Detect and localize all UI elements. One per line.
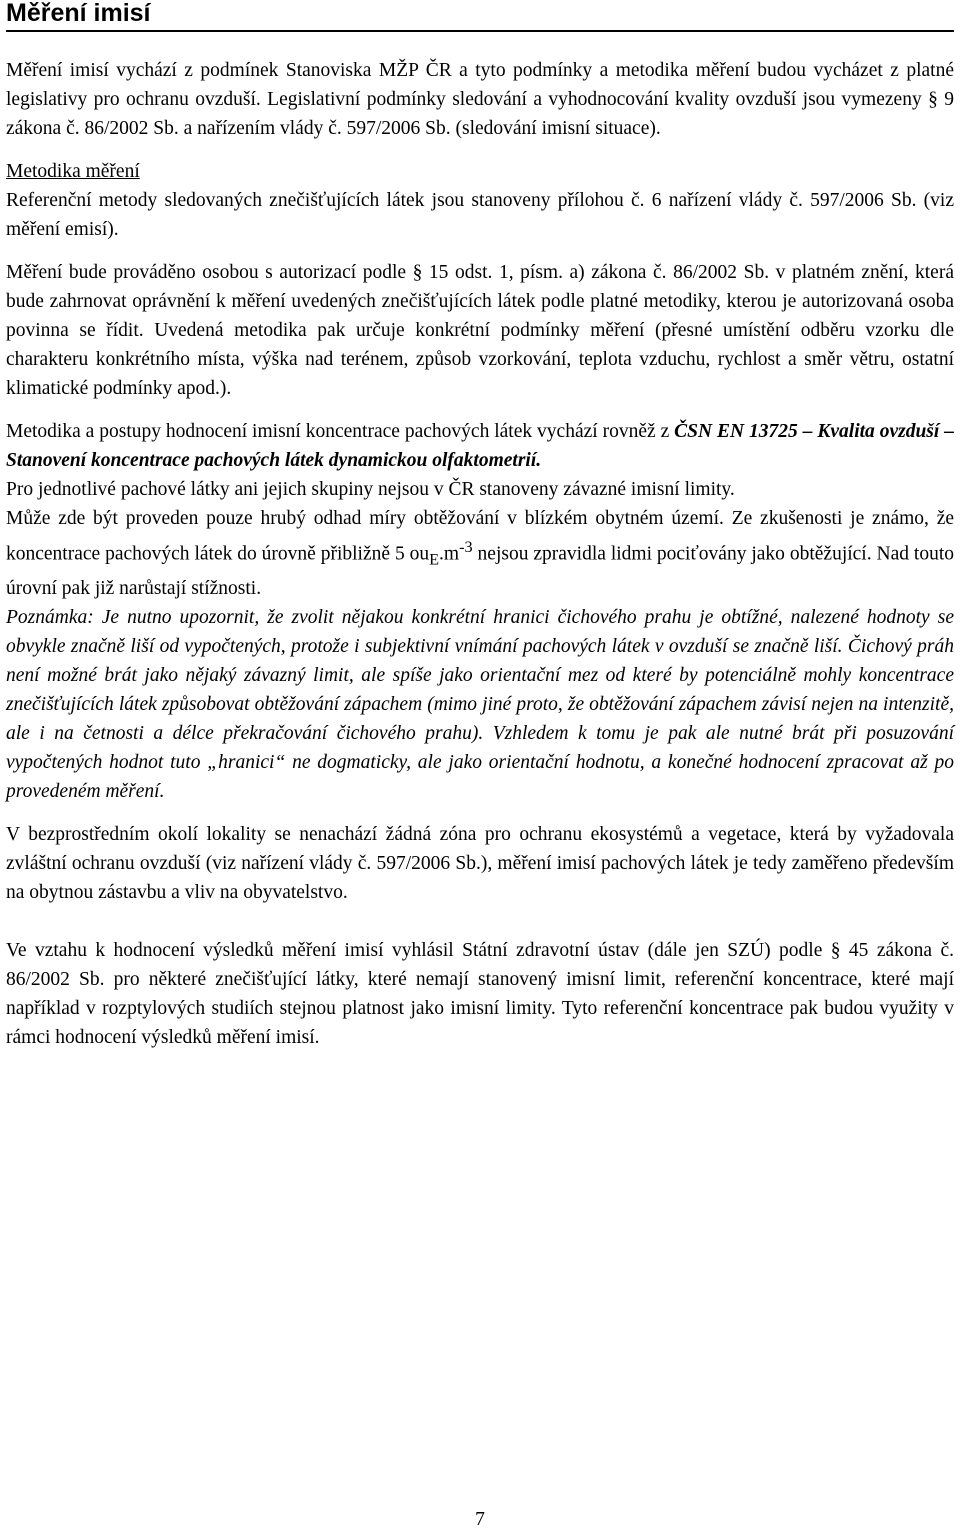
paragraph-limits: Pro jednotlivé pachové látky ani jejich skupiny nejsou v ČR stanoveny závazné imisní limity. bbox=[6, 479, 735, 500]
unit-superscript: -3 bbox=[459, 538, 473, 556]
paragraph-ecosystems: V bezprostředním okolí lokality se nenachází žádná zóna pro ochranu ekosystémů a vegetace, která by vyžadovala zvláštní ochranu ovzduší (viz nařízení vlády č. 597/2006 Sb.), měření imisí pachových látek je tedy zaměřeno především na obytnou zástavbu a vliv na obyvatelstvo. bbox=[6, 824, 954, 904]
paragraph-intro: Měření imisí vychází z podmínek Stanoviska MŽP ČR a tyto podmínky a metodika měření budou vycházet z platné legislativy pro ochranu ovzduší. Legislativní podmínky sledování a vyhodnocování kvality ovzduší jsou vymezeny § 9 zákona č. 86/2002 Sb. a nařízením vlády č. 597/2006 Sb. (sledování imisní situace). bbox=[6, 60, 954, 139]
heading-rule bbox=[6, 30, 954, 32]
paragraph-reference-methods: Referenční metody sledovaných znečišťujících látek jsou stanoveny přílohou č. 6 nařízení vlády č. 597/2006 Sb. (viz měření emisí). bbox=[6, 190, 954, 240]
paragraph-szu: Ve vztahu k hodnocení výsledků měření imisí vyhlásil Státní zdravotní ústav (dále jen SZÚ) podle § 45 zákona č. 86/2002 Sb. pro některé znečišťující látky, které nemají stanovený imisní limit, referenční koncentrace, které mají například v rozptylových studiích stejnou platnost jako imisní limity. Tyto referenční koncentrace pak budou využity v rámci hodnocení výsledků měření imisí. bbox=[6, 940, 954, 1049]
document-body bbox=[6, 56, 954, 1052]
paragraph-estimate: Může zde být proveden pouze hrubý odhad míry obtěžování v blízkém obytném území. Ze zkušenosti je známo, že koncentrace pachových látek do úrovně přibližně 5 $ou_E.m^{-3}$ nejsou zpravidla lidmi pociťovány jako obtěžující. Nad touto úrovní pak již narůstají stížnosti. bbox=[6, 508, 954, 600]
norm-title: ČSN EN 13725 – Kvalita ovzduší – Stanovení koncentrace pachových látek dynamickou olfaktometrií. bbox=[6, 421, 954, 471]
page-heading: Měření imisí bbox=[6, 0, 151, 27]
unit-subscript: E bbox=[429, 550, 440, 569]
page-number: 7 bbox=[475, 1509, 485, 1530]
paragraph-authorization: Měření bude prováděno osobou s autorizací podle § 15 odst. 1, písm. a) zákona č. 86/2002 Sb. v platném znění, která bude zahrnovat oprávnění k měření uvedených znečišťujících látek podle platné metodiky, kterou je autorizovaná osoba povinna se řídit. Uvedená metodika pak určuje konkrétní podmínky měření (přesné umístění odběru vzorku dle charakteru konkrétního místa, výška nad terénem, způsob vzorkování, teplota vzduchu, rychlost a směr větru, ostatní klimatické podmínky apod.). bbox=[6, 262, 954, 399]
paragraph-note: Poznámka: Je nutno upozornit, že zvolit nějakou konkrétní hranici čichového prahu je obtížné, nalezené hodnoty se obvykle značně liší od vypočtených, protože i subjektivní vnímání pachových látek v ovzduší se značně liší. Čichový práh není možné brát jako nějaký závazný limit, ale spíše jako orientační mez od které by potenciálně mohly koncentrace znečišťujících látek způsobovat obtěžování zápachem (mimo jiné proto, že obtěžování zápachem závisí nejen na intenzitě, ale i na četnosti a délce překračování čichového prahu). Vzhledem k tomu je pak ale nutné brát při posuzování vypočtených hodnot tuto „hranici“ ne dogmaticky, ale jako orientační hodnotu, a konečné hodnocení zpracovat až po provedeném měření. bbox=[6, 607, 954, 803]
section-heading-metodika: Metodika měření bbox=[6, 161, 140, 182]
paragraph-methodology bbox=[6, 417, 954, 475]
methodology-intro: Metodika a postupy hodnocení imisní koncentrace pachových látek vychází rovněž z bbox=[6, 421, 675, 442]
